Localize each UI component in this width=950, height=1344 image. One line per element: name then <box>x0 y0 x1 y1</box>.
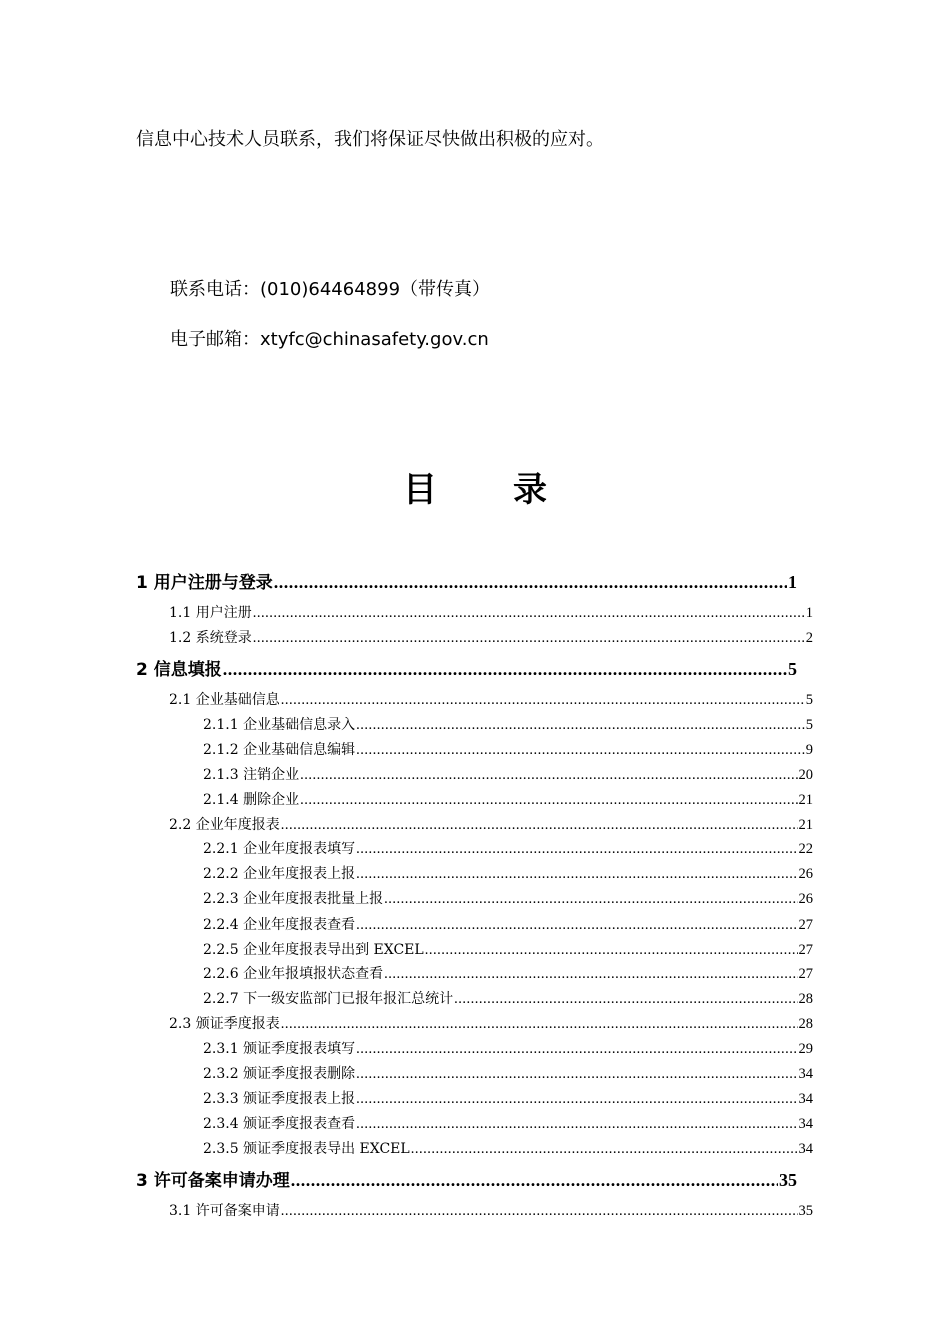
toc-entry-page: 28 <box>798 1016 813 1032</box>
toc-entry-label: 2.3.5 颁证季度报表导出 EXCEL <box>203 1141 410 1157</box>
toc-entry-page: 28 <box>798 991 813 1007</box>
toc-leader-dots <box>253 628 805 648</box>
toc-entry-label: 2.2.2 企业年度报表上报 <box>203 866 356 882</box>
toc-entry-section-2-3-5[interactable] <box>203 1139 813 1159</box>
toc-entry-chapter-2[interactable] <box>136 657 797 681</box>
toc-entry-section-2-3-1[interactable] <box>203 1039 813 1059</box>
toc-entry-label: 2.2.6 企业年报填报状态查看 <box>203 966 384 982</box>
toc-entry-page: 34 <box>798 1141 813 1157</box>
toc-leader-dots <box>356 740 805 760</box>
toc-entry-section-2-2-2[interactable] <box>203 864 813 884</box>
toc-entry-section-2-1-4[interactable] <box>203 790 813 810</box>
toc-entry-label: 1.1 用户注册 <box>169 605 252 621</box>
toc-leader-dots <box>356 864 797 884</box>
toc-entry-page: 1 <box>788 572 797 592</box>
toc-entry-page: 34 <box>798 1116 813 1132</box>
toc-entry-label: 2.1 企业基础信息 <box>169 692 280 708</box>
toc-entry-page: 22 <box>798 841 813 857</box>
toc-entry-page: 27 <box>798 966 813 982</box>
toc-leader-dots <box>274 570 787 594</box>
toc-entry-page: 27 <box>798 917 813 933</box>
toc-entry-label: 2.3.1 颁证季度报表填写 <box>203 1041 356 1057</box>
toc-entry-section-2-3-4[interactable] <box>203 1114 813 1134</box>
toc-entry-page: 34 <box>798 1066 813 1082</box>
toc-entry-section-2-3-2[interactable] <box>203 1064 813 1084</box>
toc-entry-page: 35 <box>798 1203 813 1219</box>
toc-leader-dots <box>281 1014 798 1034</box>
toc-entry-label: 2.2.4 企业年度报表查看 <box>203 917 356 933</box>
toc-entry-label: 2.2 企业年度报表 <box>169 817 280 833</box>
toc-leader-dots <box>356 1089 797 1109</box>
toc-entry-label: 2.1.4 删除企业 <box>203 792 300 808</box>
toc-leader-dots <box>223 657 787 681</box>
toc-entry-page: 20 <box>798 767 813 783</box>
toc-entry-label: 2.2.1 企业年度报表填写 <box>203 841 356 857</box>
toc-entry-label: 1.2 系统登录 <box>169 630 252 646</box>
toc-entry-section-2-2-5[interactable] <box>203 940 813 960</box>
toc-leader-dots <box>281 815 798 835</box>
toc-entry-section-2-3[interactable] <box>169 1014 813 1034</box>
toc-entry-label: 2.3.4 颁证季度报表查看 <box>203 1116 356 1132</box>
toc-entry-page: 5 <box>788 659 797 679</box>
toc-entry-label: 2.1.2 企业基础信息编辑 <box>203 742 356 758</box>
toc-entry-section-2-2-3[interactable] <box>203 889 813 909</box>
toc-entry-label: 3 许可备案申请办理 <box>136 1171 290 1191</box>
contact-phone: 联系电话：(010)64464899（带传真） <box>170 279 491 300</box>
toc-entry-section-2-2-6[interactable] <box>203 964 813 984</box>
toc-leader-dots <box>356 839 797 859</box>
toc-entry-page: 29 <box>798 1041 813 1057</box>
toc-title: 目录 <box>403 470 623 510</box>
toc-entry-label: 2.2.3 企业年度报表批量上报 <box>203 891 384 907</box>
toc-leader-dots <box>291 1168 778 1192</box>
toc-entry-section-2-2[interactable] <box>169 815 813 835</box>
toc-entry-chapter-1[interactable] <box>136 570 797 594</box>
toc-entry-page: 5 <box>805 717 813 733</box>
toc-entry-label: 2.2.7 下一级安监部门已报年报汇总统计 <box>203 991 454 1007</box>
toc-leader-dots <box>411 1139 798 1159</box>
toc-entry-label: 2.3 颁证季度报表 <box>169 1016 280 1032</box>
toc-leader-dots <box>384 889 797 909</box>
toc-entry-section-1-1[interactable] <box>169 603 813 623</box>
toc-entry-label: 1 用户注册与登录 <box>136 573 273 593</box>
toc-leader-dots <box>281 1201 798 1221</box>
toc-entry-page: 21 <box>798 817 813 833</box>
toc-entry-page: 2 <box>805 630 813 646</box>
toc-leader-dots <box>384 964 797 984</box>
toc-entry-label: 2.2.5 企业年度报表导出到 EXCEL <box>203 942 424 958</box>
contact-email: 电子邮箱：xtyfc@chinasafety.gov.cn <box>170 329 489 350</box>
toc-entry-chapter-3[interactable] <box>136 1168 797 1192</box>
toc-entry-page: 27 <box>798 942 813 958</box>
toc-entry-label: 2.3.3 颁证季度报表上报 <box>203 1091 356 1107</box>
toc-leader-dots <box>454 989 797 1009</box>
toc-entry-label: 3.1 许可备案申请 <box>169 1203 280 1219</box>
toc-leader-dots <box>356 915 797 935</box>
toc-entry-section-3-1[interactable] <box>169 1201 813 1221</box>
toc-entry-section-2-1-3[interactable] <box>203 765 813 785</box>
toc-entry-label: 2.1.1 企业基础信息录入 <box>203 717 356 733</box>
toc-entry-section-2-1-1[interactable] <box>203 715 813 735</box>
toc-entry-page: 1 <box>805 605 813 621</box>
toc-entry-section-2-2-4[interactable] <box>203 915 813 935</box>
toc-entry-page: 34 <box>798 1091 813 1107</box>
toc-entry-page: 35 <box>779 1170 797 1190</box>
toc-leader-dots <box>356 1064 797 1084</box>
toc-leader-dots <box>356 715 805 735</box>
toc-entry-section-2-3-3[interactable] <box>203 1089 813 1109</box>
toc-entry-label: 2.3.2 颁证季度报表删除 <box>203 1066 356 1082</box>
toc-entry-label: 2 信息填报 <box>136 660 222 680</box>
toc-entry-page: 5 <box>805 692 813 708</box>
toc-entry-section-2-2-1[interactable] <box>203 839 813 859</box>
toc-leader-dots <box>300 790 797 810</box>
toc-leader-dots <box>356 1039 797 1059</box>
toc-entry-page: 26 <box>798 891 813 907</box>
toc-entry-page: 26 <box>798 866 813 882</box>
toc-entry-section-2-1-2[interactable] <box>203 740 813 760</box>
toc-entry-section-2-1[interactable] <box>169 690 813 710</box>
toc-leader-dots <box>253 603 805 623</box>
intro-text: 信息中心技术人员联系，我们将保证尽快做出积极的应对。 <box>136 129 604 150</box>
toc-entry-label: 2.1.3 注销企业 <box>203 767 300 783</box>
toc-leader-dots <box>300 765 797 785</box>
toc-leader-dots <box>356 1114 797 1134</box>
toc-leader-dots <box>281 690 805 710</box>
toc-entry-section-1-2[interactable] <box>169 628 813 648</box>
toc-entry-section-2-2-7[interactable] <box>203 989 813 1009</box>
toc-entry-page: 9 <box>805 742 813 758</box>
toc-leader-dots <box>425 940 798 960</box>
toc-entry-page: 21 <box>798 792 813 808</box>
